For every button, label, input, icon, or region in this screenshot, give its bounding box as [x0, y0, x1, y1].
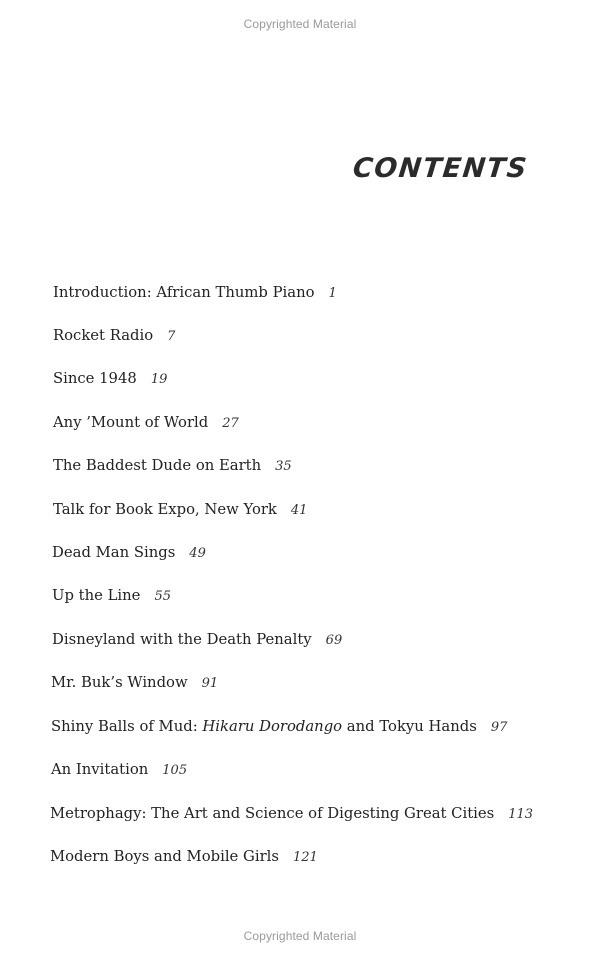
- toc-entry[interactable]: [51, 760, 187, 781]
- toc-entry-page: 105: [162, 763, 188, 778]
- toc-entry-title: Modern Boys and Mobile Girls: [50, 848, 279, 865]
- toc-entry-page: 91: [201, 676, 219, 691]
- toc-entry-title: [51, 718, 477, 735]
- toc-entry[interactable]: [52, 630, 342, 651]
- toc-entry-title: Rocket Radio: [53, 327, 154, 344]
- toc-entry[interactable]: [52, 543, 206, 564]
- toc-entry-page: 69: [325, 633, 343, 648]
- toc-entry[interactable]: [53, 413, 239, 434]
- copyright-watermark-bottom: Copyrighted Material: [243, 929, 357, 943]
- toc-entry-title: Since 1948: [53, 370, 137, 387]
- toc-entry-page: 27: [222, 416, 239, 431]
- toc-entry-title-italic: Hikaru Dorodango: [202, 718, 343, 735]
- copyright-watermark-top: Copyrighted Material: [243, 17, 357, 31]
- toc-entry-page: 7: [167, 329, 176, 344]
- contents-heading: CONTENTS: [351, 153, 530, 184]
- toc-entry[interactable]: [51, 673, 218, 694]
- toc-entry[interactable]: [51, 717, 507, 738]
- toc-entry-title: An Invitation: [51, 761, 149, 778]
- toc-entry[interactable]: [52, 586, 171, 607]
- toc-entry-title: Mr. Buk’s Window: [51, 674, 188, 691]
- toc-entry-page: 121: [292, 850, 318, 865]
- toc-entry-page: 1: [328, 286, 337, 301]
- toc-entry-title: Disneyland with the Death Penalty: [52, 631, 312, 648]
- toc-entry-title: Any ’Mount of World: [53, 414, 209, 431]
- toc-entry-page: 35: [275, 459, 292, 474]
- toc-entry-page: 113: [508, 807, 534, 822]
- toc-entry-page: 19: [150, 372, 168, 387]
- toc-entry-title: Metrophagy: The Art and Science of Digesting Great Cities: [50, 805, 495, 822]
- toc-entry[interactable]: [50, 847, 318, 868]
- toc-entry-title: Up the Line: [52, 587, 141, 604]
- toc-entry-page: 55: [154, 589, 171, 604]
- toc-entry-page: 97: [490, 720, 508, 735]
- toc-entry-page: 41: [290, 503, 308, 518]
- toc-entry-title-part: Shiny Balls of Mud:: [51, 718, 203, 735]
- toc-entry[interactable]: [53, 326, 175, 347]
- toc-entry-title-part: and Tokyu Hands: [342, 718, 477, 735]
- toc-entry[interactable]: [53, 369, 167, 390]
- toc-entry[interactable]: [53, 283, 337, 304]
- toc-entry[interactable]: [50, 804, 533, 825]
- toc-entry-title: Introduction: African Thumb Piano: [53, 284, 315, 301]
- toc-entry-page: 49: [189, 546, 206, 561]
- toc-entry-title: The Baddest Dude on Earth: [53, 457, 262, 474]
- toc-entry-title: Dead Man Sings: [52, 544, 176, 561]
- toc-entry[interactable]: [53, 500, 307, 521]
- toc-entry[interactable]: [53, 456, 292, 477]
- toc-entry-title: Talk for Book Expo, New York: [53, 501, 277, 518]
